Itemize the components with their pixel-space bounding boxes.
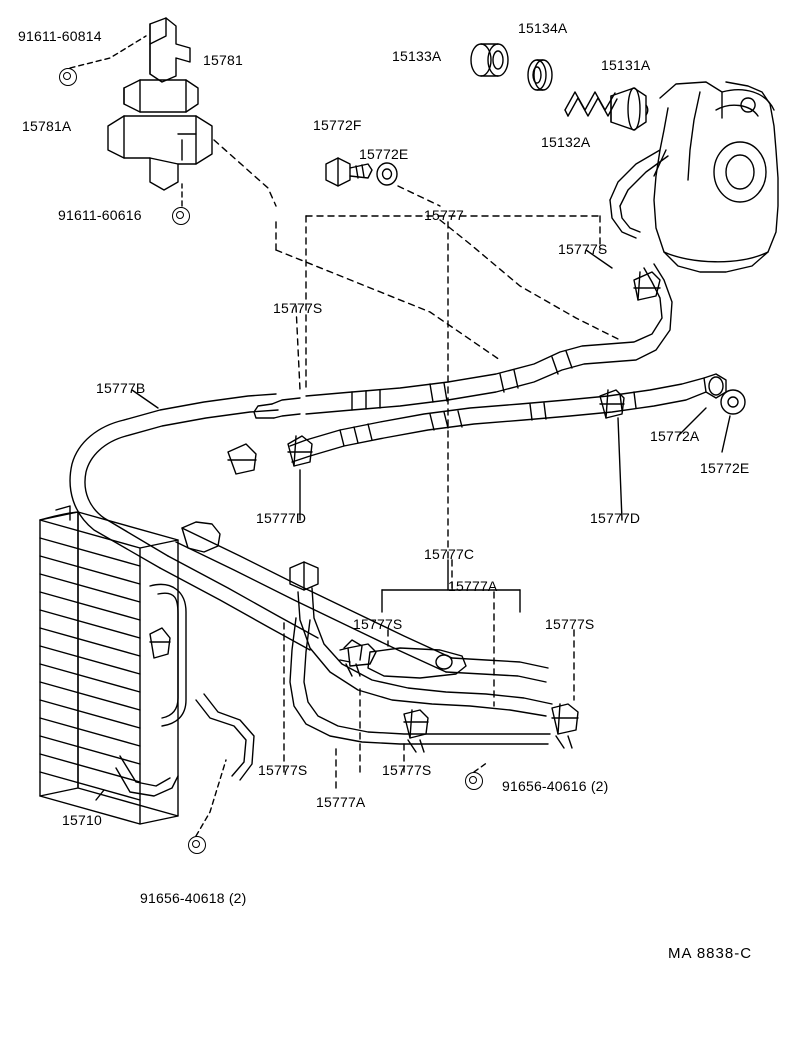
part-label-15777s-low-right: 15777S [382, 762, 432, 778]
part-label-15777c: 15777C [424, 546, 475, 562]
hose-15777c [254, 264, 672, 418]
part-label-15133a: 15133A [392, 48, 442, 64]
part-label-15777a-lower: 15777A [316, 794, 366, 810]
bolt-marker [465, 772, 483, 790]
part-15131a [611, 88, 648, 130]
part-15772e-upper [377, 163, 397, 185]
part-label-15772f: 15772F [313, 117, 362, 133]
part-label-15772e-lower: 15772E [700, 460, 750, 476]
part-label-15710: 15710 [62, 812, 102, 828]
part-label-15131a: 15131A [601, 57, 651, 73]
part-label-15132a: 15132A [541, 134, 591, 150]
part-label-15777d-right: 15777D [590, 510, 641, 526]
tube-lower-run [176, 522, 548, 682]
part-label-91611-60616: 91611-60616 [58, 207, 142, 223]
part-15134a [528, 60, 552, 90]
part-label-15777d-left: 15777D [256, 510, 307, 526]
oil-cooler-15710 [40, 506, 254, 824]
part-label-15777s-top: 15777S [558, 241, 608, 257]
part-label-15777b: 15777B [96, 380, 146, 396]
part-15772f [326, 158, 372, 186]
part-label-15781a: 15781A [22, 118, 72, 134]
part-label-91656-40618: 91656-40618 (2) [140, 890, 247, 906]
part-label-15772a: 15772A [650, 428, 700, 444]
clamp-15777d-mid [228, 444, 256, 474]
bolt-marker [172, 207, 190, 225]
bolt-marker [188, 836, 206, 854]
clamp-15777d-right [600, 390, 624, 418]
part-label-15777a-upper: 15777A [448, 578, 498, 594]
tube-15777a-upper [290, 562, 552, 716]
clamp-15777s-lowmid [404, 710, 428, 752]
part-15132a [565, 92, 617, 116]
bracket-15781 [124, 18, 198, 112]
part-15133a [471, 44, 508, 76]
part-label-15781: 15781 [203, 52, 243, 68]
part-label-15772e-upper: 15772E [359, 146, 409, 162]
bolt-marker [59, 68, 77, 86]
bracket-15781a [108, 116, 212, 190]
part-label-15777s-low-left: 15777S [258, 762, 308, 778]
part-label-15777s-left: 15777S [273, 300, 323, 316]
part-label-91611-60814: 91611-60814 [18, 28, 102, 44]
part-label-15777s-mid-right: 15777S [545, 616, 595, 632]
hose-15777 [290, 374, 726, 462]
part-label-15134a: 15134A [518, 20, 568, 36]
part-label-15777: 15777 [424, 207, 464, 223]
diagram-footer-code: MA 8838-C [668, 945, 753, 962]
clamp-15777s-lowright [552, 704, 578, 748]
tube-15777a-lower [290, 618, 550, 744]
part-label-91656-40616: 91656-40616 (2) [502, 778, 609, 794]
oil-filter-housing [610, 82, 778, 272]
part-label-15777s-mid-left: 15777S [353, 616, 403, 632]
clamp-15777s-top [634, 272, 660, 300]
